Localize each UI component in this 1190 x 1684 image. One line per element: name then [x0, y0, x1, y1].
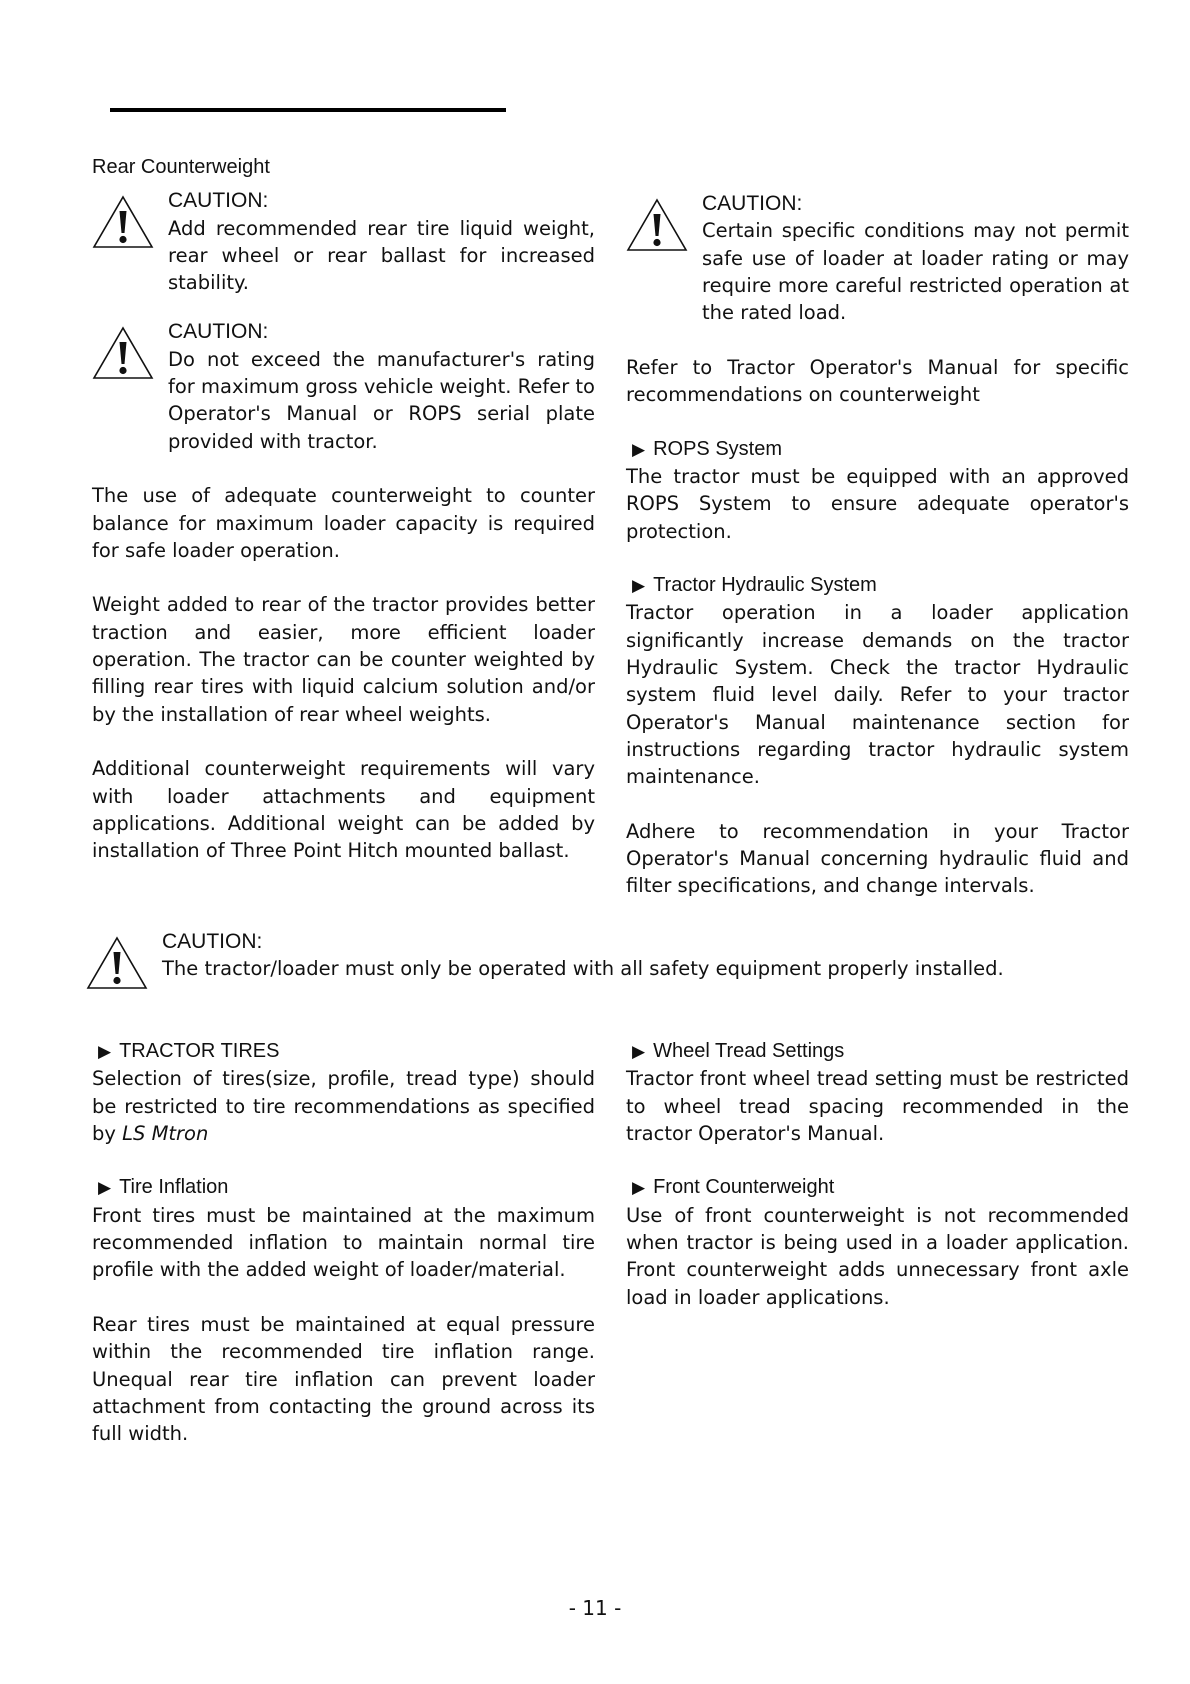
caution-block: [92, 318, 595, 454]
caution-block-full: [86, 928, 1152, 983]
paragraph: Rear tires must be maintained at equal pressure within the recommended tire inflation range. Unequal rear tire inflation can prevent loader attachment from contacting the ground across its full width.: [92, 1312, 595, 1446]
subheading: [626, 436, 1129, 463]
paragraph: The use of adequate counterweight to counter balance for maximum loader capacity is required for safe loader operation.: [92, 484, 595, 562]
header-rule: [110, 108, 506, 112]
caution-text: Add recommended rear tire liquid weight, rear wheel or rear ballast for increased stability.: [168, 216, 595, 295]
paragraph: [92, 1065, 595, 1147]
section-title: Rear Counterweight: [92, 156, 270, 178]
left-top-column: [92, 154, 595, 864]
page-number: - 11 -: [568, 1596, 622, 1620]
right-bottom-column: [626, 1038, 1129, 1311]
subheading: [92, 1038, 595, 1065]
warning-icon: [92, 195, 154, 249]
caution-block: [626, 190, 1129, 326]
subheading-text: ROPS System: [653, 437, 782, 460]
subheading-text: Wheel Tread Settings: [653, 1040, 845, 1062]
warning-icon: [626, 198, 688, 252]
subheading: [626, 1038, 1129, 1065]
subheading-text: Tractor Hydraulic System: [653, 574, 877, 597]
subheading: [92, 1174, 595, 1201]
caution-text: The tractor/loader must only be operated with all safety equipment properly installed.: [162, 957, 1004, 981]
tires-text: Selection of tires(size, profile, tread type) should be restricted to tire recommendations as specified by: [92, 1067, 595, 1145]
triangle-bullet-icon: ▶: [632, 439, 646, 459]
subheading: [626, 1174, 1129, 1201]
paragraph: The tractor must be equipped with an approved ROPS System to ensure adequate operator's protection.: [626, 464, 1129, 543]
right-top-column: [626, 190, 1129, 900]
warning-icon: [86, 936, 148, 990]
left-bottom-column: [92, 1038, 595, 1447]
brand-name: LS Mtron: [122, 1121, 209, 1145]
paragraph: Front tires must be maintained at the maximum recommended inflation to maintain normal tire profile with the added weight of loader/material.: [92, 1203, 595, 1282]
triangle-bullet-icon: ▶: [632, 1042, 646, 1061]
warning-icon: [92, 326, 154, 380]
paragraph: Refer to Tractor Operator's Manual for specific recommendations on counterweight: [626, 355, 1129, 407]
subheading-text: TRACTOR TIRES: [119, 1040, 280, 1062]
caution-title: CAUTION:: [702, 192, 803, 215]
subheading-text: Front Counterweight: [653, 1176, 835, 1199]
paragraph: Tractor operation in a loader application significantly increase demands on the tractor Hydraulic System. Check the tractor Hydraulic system fluid level daily. Refer to your tractor Operator's Manual maintenance section for instructions regarding tractor hydraulic system maintenance.: [626, 601, 1129, 789]
caution-block: [92, 187, 595, 296]
caution-title: CAUTION:: [162, 930, 263, 953]
paragraph: Tractor front wheel tread setting must be restricted to wheel tread spacing recommended in the tractor Operator's Manual.: [626, 1067, 1129, 1145]
subheading: [626, 572, 1129, 599]
caution-text: Certain specific conditions may not permit safe use of loader at loader rating or may require more careful restricted operation at the rated load.: [702, 219, 1129, 325]
caution-title: CAUTION:: [168, 320, 269, 344]
paragraph: Weight added to rear of the tractor provides better traction and easier, more efficient loader operation. The tractor can be counter weighted by filling rear tires with liquid calcium solution and/or by the installation of rear wheel weights.: [92, 593, 595, 726]
caution-title: CAUTION:: [168, 189, 269, 213]
triangle-bullet-icon: ▶: [632, 576, 646, 596]
caution-text: Do not exceed the manufacturer's rating for maximum gross vehicle weight. Refer to Operator's Manual or ROPS serial plate provided with tractor.: [168, 347, 595, 453]
paragraph: Use of front counterweight is not recommended when tractor is being used in a loader application. Front counterweight adds unnecessary front axle load in loader applications.: [626, 1203, 1129, 1309]
subheading-text: Tire Inflation: [119, 1176, 229, 1199]
triangle-bullet-icon: ▶: [98, 1178, 112, 1198]
triangle-bullet-icon: ▶: [632, 1178, 646, 1198]
paragraph: Additional counterweight requirements will vary with loader attachments and equipment applications. Additional weight can be added by installation of Three Point Hitch mounted ballast.: [92, 757, 595, 863]
triangle-bullet-icon: ▶: [98, 1042, 112, 1061]
paragraph: Adhere to recommendation in your Tractor Operator's Manual concerning hydraulic fluid and filter specifications, and change intervals.: [626, 819, 1129, 898]
